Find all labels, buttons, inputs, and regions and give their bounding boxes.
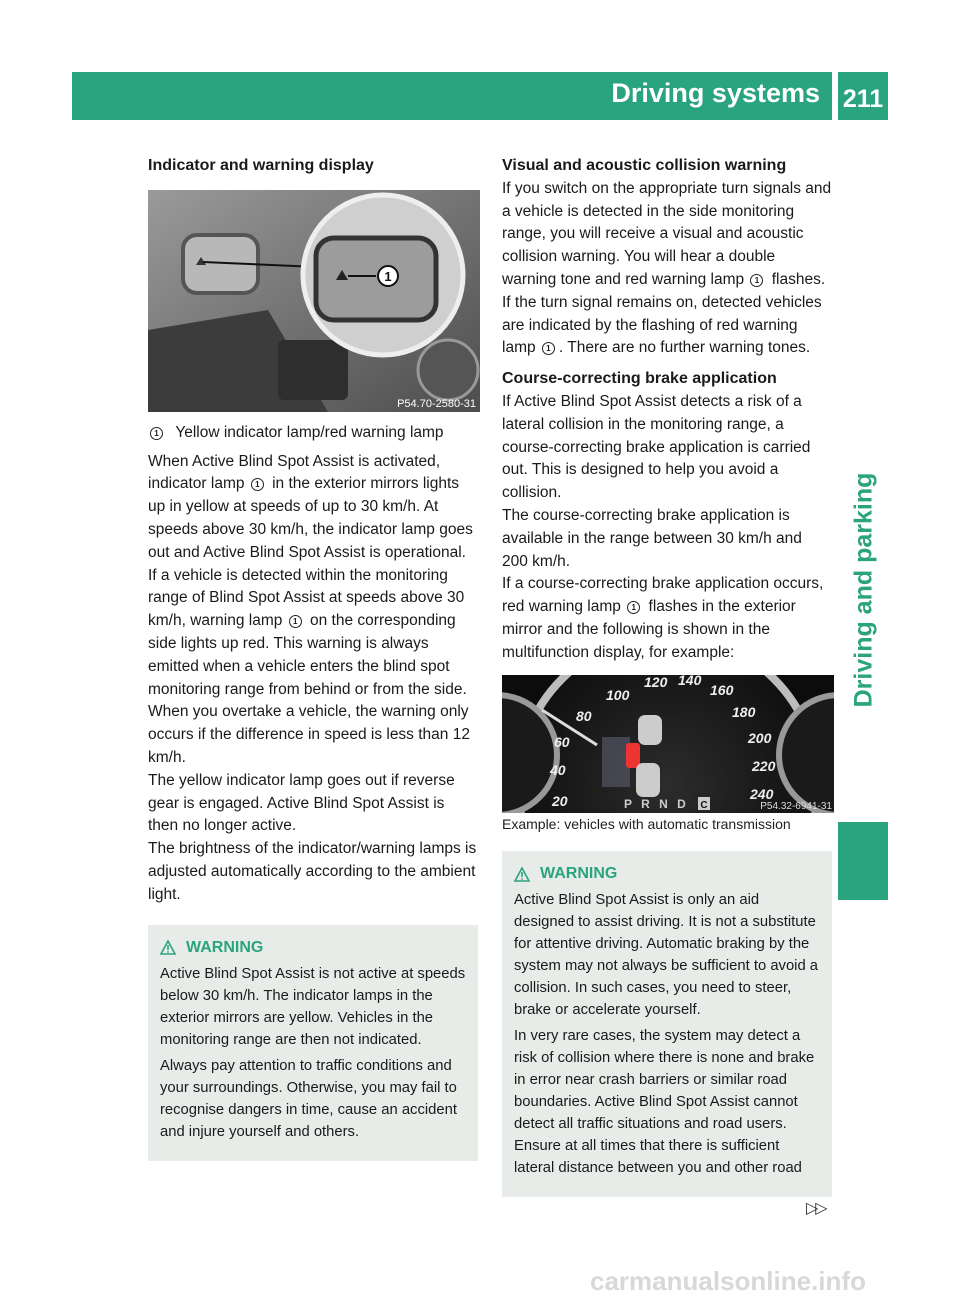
continue-arrow-icon: ▷▷ — [806, 1200, 825, 1217]
para-brake-display: If a course-correcting brake application occurs, red warning lamp 1 flashes in the exterior mirror and the following is shown in the multifunction display, for example: — [502, 575, 824, 661]
speed-label: 80 — [576, 707, 592, 724]
heading-collision-warning: Visual and acoustic collision warning — [502, 157, 787, 174]
cluster-c-symbol: C — [700, 799, 708, 811]
callout-legend — [148, 422, 478, 445]
cluster-caption: Example: vehicles with automatic transmission — [502, 815, 791, 832]
lamp-1-icon: 1 — [627, 601, 640, 614]
speed-label: 240 — [750, 785, 774, 802]
mirror-photo — [148, 190, 480, 412]
warning-triangle-icon — [514, 867, 530, 882]
mirror-callout-number: 1 — [384, 268, 392, 284]
speed-label: 160 — [710, 681, 734, 698]
cluster-photo-code: P54.32-6941-31 — [760, 800, 832, 812]
para-activation: When Active Blind Spot Assist is activated, indicator lamp 1 in the exterior mirrors lights up in yellow at speeds of up to 30 km/h. At speeds above 30 km/h, the indicator lamp goes out and Active Blind Spot Assist is operational. — [148, 452, 473, 561]
heading-indicator-display: Indicator and warning display — [148, 157, 374, 174]
para-brake-range: The course-correcting brake application is available in the range between 30 km/h and 200 km/h. — [502, 506, 802, 570]
warning-left-p1: Active Blind Spot Assist is not active at speeds below 30 km/h. The indicator lamps in the exterior mirrors are yellow. Vehicles in the monitoring range are then not indicated. — [160, 965, 466, 1048]
lamp-1-icon: 1 — [251, 478, 264, 491]
warning-right-p1: Active Blind Spot Assist is only an aid designed to assist driving. It is not a substitute for attentive driving. Automatic braking by the system may not always be sufficient to avoid a collision. In such cases, you need to steer, brake or accelerate yourself. — [514, 892, 819, 1019]
speed-label: 40 — [550, 761, 566, 778]
warning-right-p2: In very rare cases, the system may detect a risk of collision where there is none and brake in error near crash barriers or similar road boundaries. Active Blind Spot Assist cannot detect all traffic situations and road users. Ensure at all times that there is sufficient lateral distance between you and other road — [514, 1028, 815, 1177]
side-tab-label: Driving and parking — [849, 472, 878, 708]
right-column — [502, 155, 832, 1197]
speed-label: 220 — [752, 757, 776, 774]
instrument-cluster-illustration — [502, 675, 834, 813]
speed-label: 20 — [552, 792, 568, 809]
lamp-1-icon: 1 — [289, 615, 302, 628]
watermark: carmanualsonline.info — [590, 1266, 866, 1296]
speed-label: 180 — [732, 703, 756, 720]
callout-1-icon: 1 — [150, 427, 163, 440]
warning-heading: WARNING — [160, 937, 466, 959]
speed-label: 60 — [554, 733, 570, 750]
warning-box-right — [502, 851, 832, 1197]
speed-label: 140 — [678, 674, 702, 688]
para-collision-warning: If you switch on the appropriate turn signals and a vehicle is detected in the side monitoring range, you will receive a visual and acoustic collision warning. You will hear a double warning tone and red warning lamp 1 flashes. If the turn signal remains on, detected vehicles are indicated by the flashing of red warning lamp 1 . There are no further warning tones. — [502, 179, 832, 357]
warning-left-p2: Always pay attention to traffic conditions and your surroundings. Otherwise, you may fail to recognise dangers in time, cause an accident and injure yourself and others. — [160, 1057, 457, 1140]
callout-1-text: Yellow indicator lamp/red warning lamp — [175, 423, 444, 441]
para-detection: If a vehicle is detected within the monitoring range of Blind Spot Assist at speeds above 30 km/h, warning lamp 1 on the corresponding side lights up red. This warning is always emitted when a vehicle enters the blind spot monitoring range from behind or from the side. When you overtake a vehicle, the warning only occurs if the difference in speed is less than 12 km/h. — [148, 566, 470, 766]
para-brightness: The brightness of the indicator/warning lamps is adjusted automatically according to the ambient light. — [148, 840, 477, 903]
cluster-photo — [502, 675, 834, 813]
lamp-1-icon: 1 — [750, 274, 763, 287]
page-header-bar — [72, 72, 832, 120]
lamp-1-icon: 1 — [542, 342, 555, 355]
left-column — [148, 155, 478, 1161]
warning-heading: WARNING — [514, 863, 820, 885]
warning-triangle-icon — [160, 940, 176, 955]
page-number: 211 — [838, 72, 888, 120]
heading-brake-application: Course-correcting brake application — [502, 370, 777, 388]
mirror-illustration — [148, 190, 480, 412]
speed-label: 200 — [748, 729, 772, 746]
speed-label: 120 — [644, 674, 668, 690]
side-tab-marker — [838, 822, 888, 900]
section-title: Driving systems — [611, 78, 820, 108]
para-reverse-gear: The yellow indicator lamp goes out if reverse gear is engaged. Active Blind Spot Assist is then no longer active. — [148, 771, 455, 835]
warning-box-left — [148, 925, 478, 1161]
para-brake-application: If Active Blind Spot Assist detects a risk of a lateral collision in the monitoring range, a course-correcting brake application is carried out. This is designed to help you avoid a collision. — [502, 392, 811, 502]
gear-indicator: P R N D — [624, 796, 689, 811]
photo-code: P54.70-2580-31 — [397, 397, 476, 410]
speed-label: 100 — [606, 686, 630, 703]
